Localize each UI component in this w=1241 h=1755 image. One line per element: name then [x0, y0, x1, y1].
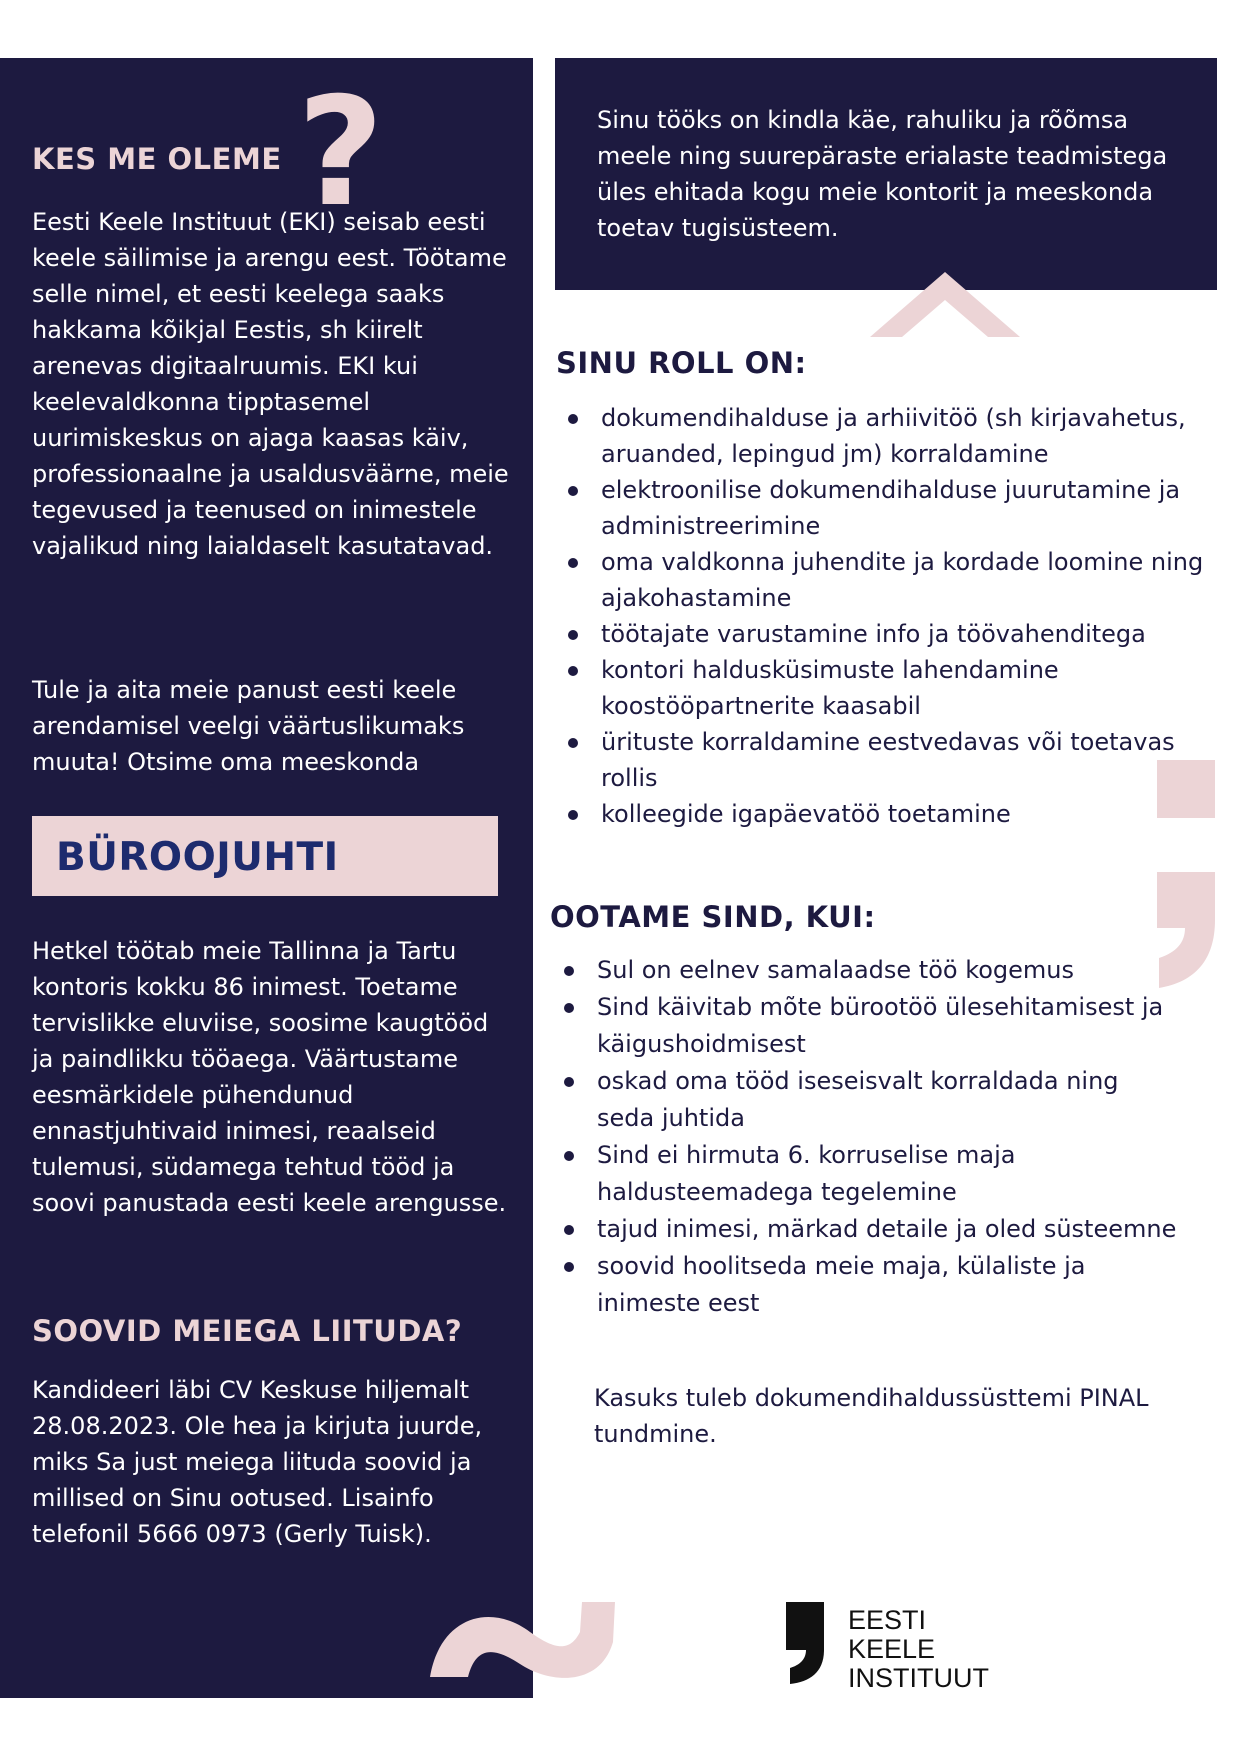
- list-item: töötajate varustamine info ja töövahenditega: [566, 616, 1206, 652]
- role-title: BÜROOJUHTI: [56, 835, 339, 880]
- bullet-icon: [564, 1262, 574, 1272]
- bullet-icon: [568, 810, 578, 820]
- logo-line-2: KEELE: [848, 1634, 936, 1664]
- invite-text: Tule ja aita meie panust eesti keele arendamisel veelgi väärtuslikumaks muuta! Otsime oma meeskonda: [32, 676, 465, 776]
- logo-line-3: INSTITUUT: [848, 1663, 989, 1693]
- bullet-icon: [564, 1225, 574, 1235]
- list-item: Sul on eelnev samalaadse töö kogemus: [562, 952, 1182, 989]
- logo-line-1: EESTI: [848, 1605, 927, 1635]
- bullet-icon: [564, 1003, 574, 1013]
- bullet-icon: [568, 666, 578, 676]
- bullet-icon: [564, 1077, 574, 1087]
- list-item: oma valdkonna juhendite ja kordade loomine ning ajakohastamine: [566, 544, 1206, 616]
- join-text: Kandideeri läbi CV Keskuse hiljemalt 28.08.2023. Ole hea ja kirjuta juurde, miks Sa just meiega liituda soovid ja millised on Sinu ootused. Lisainfo telefonil 5666 0973 (Gerly Tuisk).: [32, 1376, 483, 1548]
- list-item: kontori haldusküsimuste lahendamine koostööpartnerite kaasabil: [566, 652, 1206, 724]
- expect-heading: OOTAME SIND, KUI:: [550, 900, 876, 934]
- list-item: Sind käivitab mõte bürootöö ülesehitamisest ja käigushoidmisest: [562, 989, 1182, 1063]
- bullet-icon: [568, 486, 578, 496]
- list-item: ürituste korraldamine eestvedavas või toetavas rollis: [566, 724, 1206, 796]
- role-list: [566, 400, 1206, 832]
- list-item: tajud inimesi, märkad detaile ja oled süsteemne: [562, 1211, 1182, 1248]
- list-item: oskad oma tööd iseseisvalt korraldada ning seda juhtida: [562, 1063, 1182, 1137]
- expect-list: [562, 952, 1182, 1322]
- list-item: elektroonilise dokumendihalduse juurutamine ja administreerimine: [566, 472, 1206, 544]
- bullet-icon: [568, 630, 578, 640]
- bullet-icon: [568, 414, 578, 424]
- left-panel: [0, 58, 533, 1698]
- intro-text: Sinu tööks on kindla käe, rahuliku ja rõõmsa meele ning suurepäraste erialaste teadmistega üles ehitada kogu meie kontorit ja meeskonda toetav tugisüsteem.: [597, 106, 1168, 242]
- chevron-up-icon: [870, 262, 1020, 337]
- bullet-icon: [568, 558, 578, 568]
- tilde-decoration-icon: [430, 1592, 615, 1682]
- intro-box: [555, 58, 1217, 290]
- bullet-icon: [564, 966, 574, 976]
- who-text: Eesti Keele Instituut (EKI) seisab eesti keele säilimise ja arengu eest. Töötame selle nimel, et eesti keelega saaks hakkama kõikjal Eestis, sh kiirelt arenevas digitaalruumis. EKI kui keelevaldkonna tipptasemel uurimiskeskus on ajaga kaasas käiv, professionaalne ja usaldusväärne, meie tegevused ja teenused on inimestele vajalikud ning laialdaselt kasutatavad.: [32, 208, 509, 560]
- role-title-box: [32, 816, 498, 896]
- bonus-text: Kasuks tuleb dokumendihaldussüsttemi PINAL tundmine.: [594, 1384, 1149, 1448]
- list-item: kolleegide igapäevatöö toetamine: [566, 796, 1206, 832]
- who-heading: KES ME OLEME: [32, 142, 282, 176]
- list-item: Sind ei hirmuta 6. korruselise maja haldusteemadega tegelemine: [562, 1137, 1182, 1211]
- eki-logo-text: [848, 1606, 989, 1693]
- bullet-icon: [568, 738, 578, 748]
- bullet-icon: [564, 1151, 574, 1161]
- list-item: soovid hoolitseda meie maja, külaliste ja inimeste eest: [562, 1248, 1182, 1322]
- list-item: dokumendihalduse ja arhiivitöö (sh kirjavahetus, aruanded, lepingud jm) korraldamine: [566, 400, 1206, 472]
- role-heading: SINU ROLL ON:: [556, 346, 807, 380]
- team-text: Hetkel töötab meie Tallinna ja Tartu kontoris kokku 86 inimest. Toetame tervislikke eluviise, soosime kaugtööd ja paindlikku tööaega. Väärtustame eesmärkidele pühendunud ennastjuhtivaid inimesi, reaalseid tulemusi, südamega tehtud tööd ja soovi panustada eesti keele arengusse.: [32, 937, 507, 1217]
- join-heading: SOOVID MEIEGA LIITUDA?: [32, 1314, 463, 1348]
- question-mark-decoration: ?: [297, 66, 385, 240]
- eki-logo-icon: [784, 1602, 826, 1684]
